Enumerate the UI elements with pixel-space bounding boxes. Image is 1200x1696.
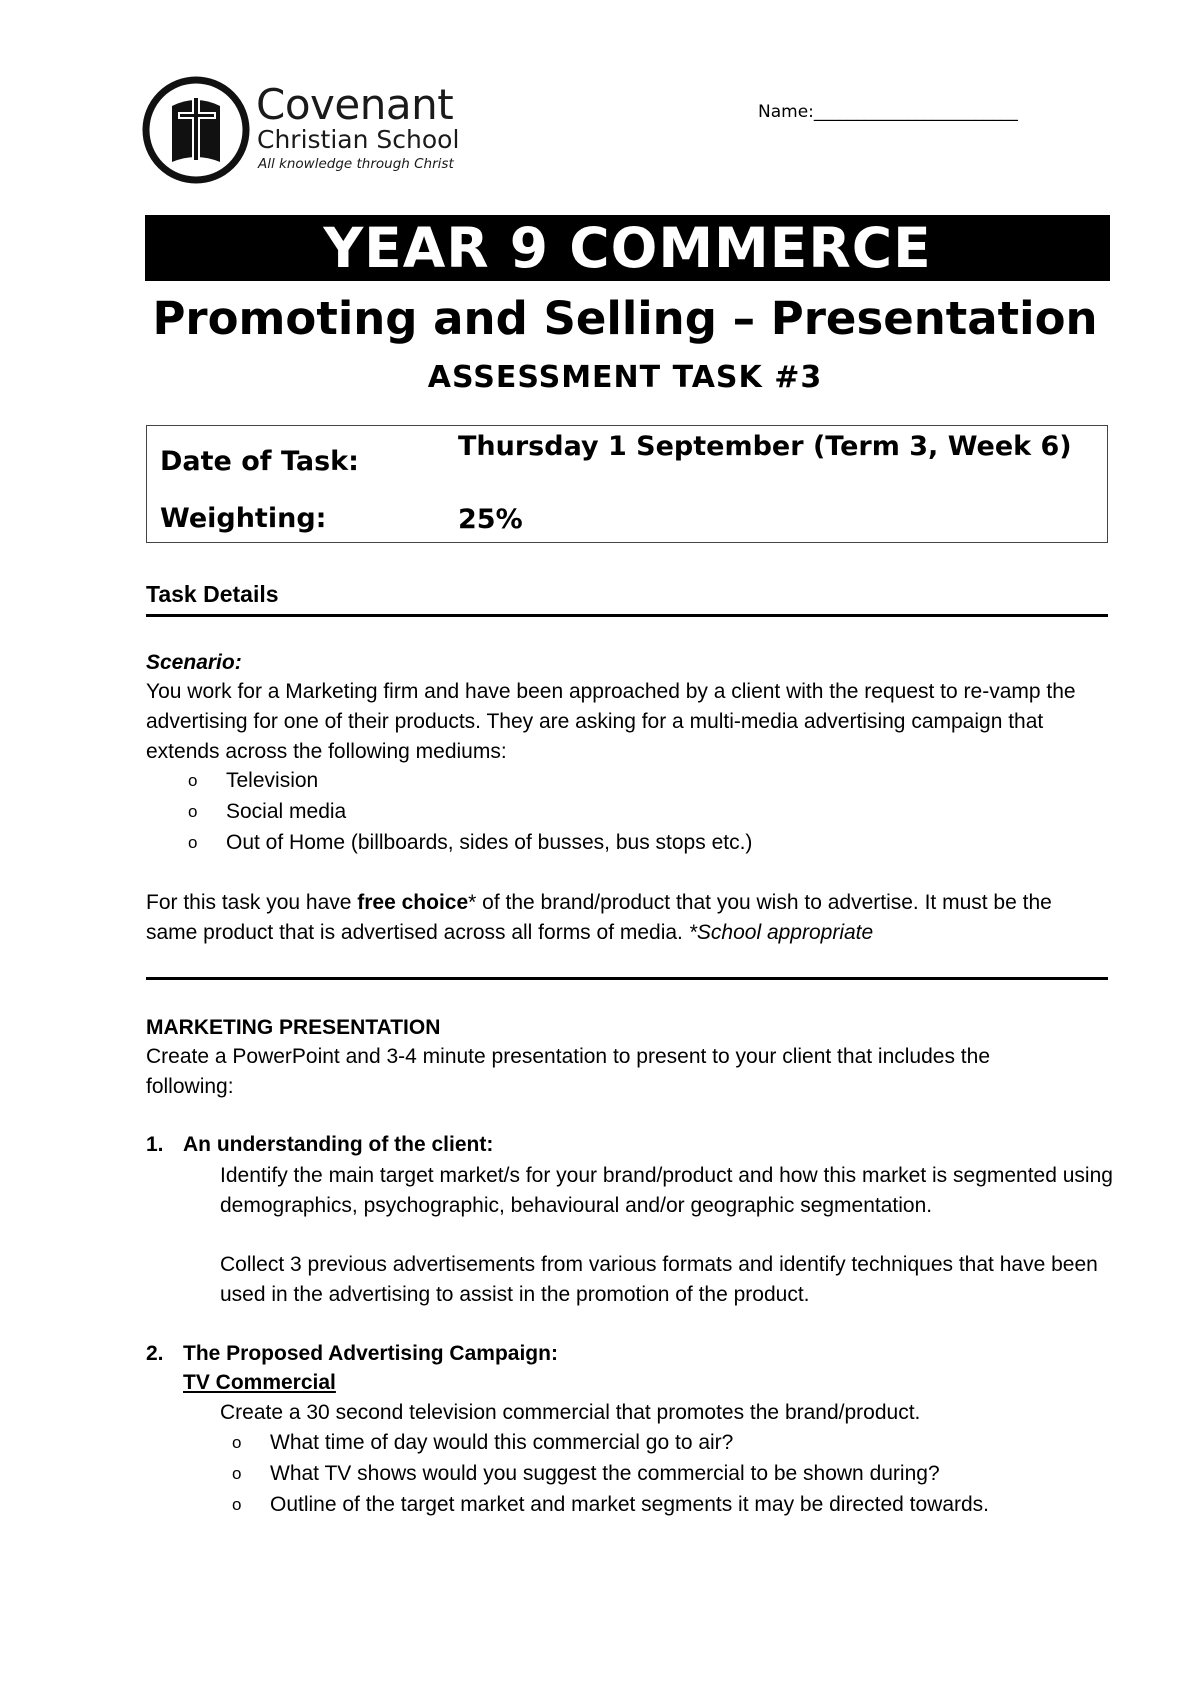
bullet-mark: o: [232, 1464, 242, 1483]
divider: [146, 977, 1108, 980]
school-appropriate-note: *School appropriate: [688, 921, 874, 944]
medium-text: Social media: [226, 800, 347, 823]
divider: [146, 614, 1108, 617]
question-text: Outline of the target market and market segments it may be directed towards.: [270, 1493, 990, 1516]
medium-text: Television: [226, 769, 319, 792]
task-details-heading: Task Details: [146, 581, 279, 607]
medium-text: Out of Home (billboards, sides of busses, bus stops etc.): [226, 831, 753, 854]
item1-paragraph-1: Identify the main target market/s for your brand/product and how this market is segmented using demographics, psychographic, behavioural and/or geographic segmentation.: [220, 1164, 1113, 1217]
scenario-label: Scenario:: [146, 651, 242, 674]
free-choice-bold: free choice: [357, 891, 469, 914]
date-value: Thursday 1 September (Term 3, Week 6): [458, 431, 1072, 462]
presentation-intro: Create a PowerPoint and 3-4 minute presentation to present to your client that includes the following:: [146, 1045, 990, 1098]
item1-title: An understanding of the client:: [183, 1133, 494, 1156]
item1-paragraph-2: Collect 3 previous advertisements from various formats and identify techniques that have been used in the advertising to assist in the promotion of the product.: [220, 1253, 1098, 1306]
question-text: What TV shows would you suggest the commercial to be shown during?: [270, 1462, 940, 1485]
bullet-mark: o: [232, 1495, 242, 1514]
question-text: What time of day would this commercial go to air?: [270, 1431, 734, 1454]
school-subname: Christian School: [257, 125, 460, 154]
school-motto: All knowledge through Christ: [258, 156, 454, 172]
weight-value: 25%: [458, 504, 523, 535]
free-choice-rest: * of the brand/product that you wish to advertise. It must be the same product that is advertised across all forms of media.: [146, 891, 1052, 944]
name-field[interactable]: Name:________________________: [758, 102, 1018, 122]
bullet-mark: o: [188, 771, 198, 790]
weight-label: Weighting:: [160, 503, 327, 534]
scenario-text: You work for a Marketing firm and have been approached by a client with the request to re-vamp the advertising for one of their products. They are asking for a multi-media advertising campaign that extends across the following mediums:: [146, 680, 1076, 763]
free-choice-paragraph: [146, 888, 1096, 948]
bullet-mark: o: [188, 802, 198, 821]
banner-title: YEAR 9 COMMERCE: [323, 216, 932, 280]
school-name: Covenant: [256, 80, 454, 129]
item2-text: Create a 30 second television commercial that promotes the brand/product.: [220, 1401, 921, 1424]
item-number: 2.: [146, 1342, 164, 1365]
item2-title: The Proposed Advertising Campaign:: [183, 1342, 558, 1365]
free-choice-prefix: For this task you have: [146, 891, 358, 914]
item-number: 1.: [146, 1133, 164, 1156]
bullet-mark: o: [232, 1433, 242, 1452]
page-subtitle: Promoting and Selling – Presentation: [152, 292, 1098, 345]
date-label: Date of Task:: [160, 446, 359, 477]
tv-commercial-subheading: TV Commercial: [183, 1371, 336, 1394]
presentation-heading: MARKETING PRESENTATION: [146, 1016, 441, 1039]
bullet-mark: o: [188, 833, 198, 852]
cross-book-emblem-icon: [142, 76, 254, 184]
assessment-label: ASSESSMENT TASK #3: [427, 360, 823, 395]
